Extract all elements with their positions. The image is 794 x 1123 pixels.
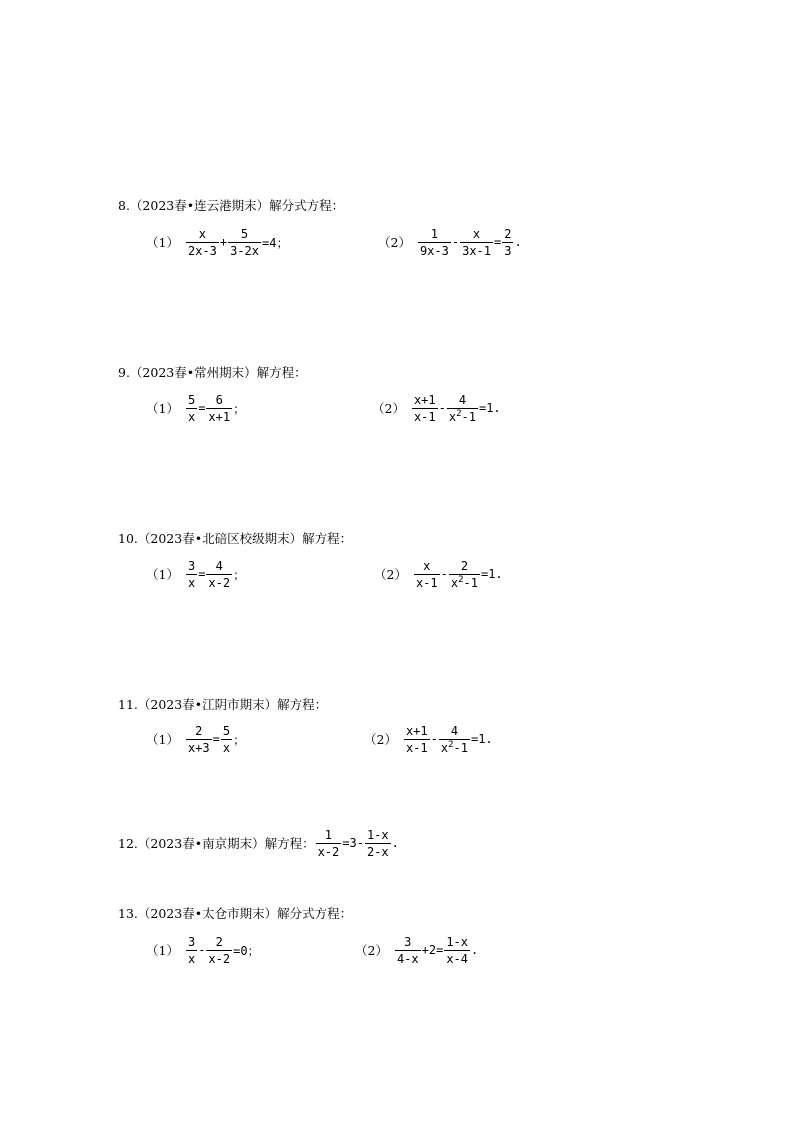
fraction — [206, 393, 232, 424]
denominator-base: x — [448, 409, 457, 424]
problem-8-title: 8.（2023春•连云港期末）解分式方程： — [118, 198, 345, 213]
problem-13-title: 13.（2023春•太仓市期末）解分式方程： — [118, 906, 353, 921]
denominator: x — [187, 409, 196, 424]
equation-tail: =1. — [480, 567, 503, 581]
fraction — [206, 935, 232, 966]
numerator: 5 — [240, 226, 249, 241]
problem-9-title: 9.（2023春•常州期末）解方程： — [118, 365, 307, 380]
fraction — [449, 559, 480, 590]
operator: = — [494, 235, 502, 249]
numerator: 6 — [215, 392, 223, 407]
numerator: x+1 — [405, 723, 428, 738]
numerator: 2 — [195, 723, 203, 738]
problem-13-part-2 — [355, 930, 478, 970]
problem-9-part-1 — [146, 388, 245, 428]
part-label: （2） — [372, 401, 405, 416]
part-label: （1） — [146, 401, 179, 416]
denominator: 4-x — [396, 951, 419, 966]
denominator-rest: -1 — [463, 575, 478, 590]
problem-10-title: 10.（2023春•北碚区校级期末）解方程： — [118, 531, 353, 546]
problem-12-title: 12.（2023春•南京期末）解方程： — [118, 836, 315, 851]
numerator: 4 — [450, 723, 459, 738]
equation-tail: . — [471, 943, 479, 957]
equation-tail: =1. — [470, 732, 493, 746]
problem-11-part-2 — [364, 719, 493, 759]
denominator: x-2 — [317, 844, 340, 859]
fraction — [365, 828, 391, 859]
part-label: （2） — [378, 235, 411, 250]
fraction — [186, 393, 197, 424]
fraction — [414, 559, 440, 590]
problem-13-part-1 — [146, 930, 260, 970]
exponent: 2 — [458, 574, 464, 585]
fraction — [418, 227, 451, 258]
fraction — [221, 724, 232, 755]
numerator: 3 — [187, 934, 196, 949]
part-label: （1） — [146, 235, 179, 250]
denominator: x — [222, 740, 231, 755]
fraction — [395, 935, 421, 966]
numerator: x+1 — [413, 392, 436, 407]
denominator-base: x — [440, 740, 449, 755]
part-label: （2） — [374, 567, 407, 582]
denominator: x-1 — [413, 409, 436, 424]
equation-tail: =0； — [233, 943, 260, 958]
denominator: 2x-3 — [187, 243, 217, 258]
fraction — [316, 828, 342, 859]
operator: - — [451, 235, 460, 249]
numerator: 2 — [460, 558, 469, 573]
operator: = — [198, 401, 206, 415]
denominator — [439, 739, 470, 755]
denominator-base: x — [450, 575, 459, 590]
denominator: x-2 — [208, 575, 231, 590]
denominator — [447, 408, 478, 424]
numerator: 2 — [215, 934, 223, 949]
problem-11-part-1 — [146, 719, 245, 759]
operator: - — [438, 401, 446, 415]
problem-8-part-1 — [146, 222, 288, 262]
numerator: 4 — [458, 392, 467, 407]
denominator: x-1 — [405, 740, 428, 755]
denominator: 3x-1 — [462, 243, 491, 258]
part-label: （1） — [146, 943, 179, 958]
fraction — [186, 724, 212, 755]
numerator: 2 — [504, 226, 512, 241]
denominator: x — [187, 951, 196, 966]
denominator-rest: -1 — [461, 409, 476, 424]
fraction — [447, 393, 478, 424]
numerator: 4 — [215, 558, 223, 573]
fraction — [412, 393, 438, 424]
denominator: 3 — [504, 243, 512, 258]
part-label: （1） — [146, 732, 179, 747]
problem-11-title: 11.（2023春•江阴市期末）解方程： — [118, 697, 328, 712]
equation-tail: ； — [233, 732, 246, 747]
denominator: x+1 — [208, 409, 231, 424]
denominator: x+3 — [187, 740, 210, 755]
equation-tail: . — [391, 836, 399, 850]
fraction — [404, 724, 430, 755]
fraction — [439, 724, 470, 755]
operator: = — [212, 732, 220, 746]
operator: =3- — [342, 836, 364, 850]
equation-tail: ； — [233, 401, 246, 416]
problem-9-part-2 — [372, 388, 501, 428]
problem-10-part-1 — [146, 554, 245, 594]
denominator: 3-2x — [230, 243, 259, 258]
fraction — [444, 935, 470, 966]
part-label: （1） — [146, 567, 179, 582]
fraction — [206, 559, 232, 590]
fraction — [186, 935, 197, 966]
numerator: 1-x — [446, 934, 469, 949]
equation-tail: ； — [233, 567, 246, 582]
numerator: 3 — [187, 558, 196, 573]
numerator: 1-x — [366, 827, 389, 842]
numerator: 3 — [404, 934, 412, 949]
numerator: x — [472, 226, 481, 241]
operator: - — [440, 567, 448, 581]
equation-tail: . — [514, 235, 522, 249]
denominator: 9x-3 — [419, 243, 449, 258]
numerator: 5 — [222, 723, 231, 738]
operator: - — [430, 732, 438, 746]
fraction — [460, 227, 493, 258]
fraction — [186, 227, 219, 258]
fraction — [228, 227, 261, 258]
operator: = — [198, 567, 206, 581]
problem-8-part-2 — [378, 222, 522, 262]
exponent: 2 — [456, 408, 462, 419]
denominator: x-2 — [208, 951, 231, 966]
equation-tail: =1. — [478, 401, 501, 415]
operator: + — [219, 235, 228, 249]
fraction — [502, 227, 513, 258]
equation-tail: =4； — [262, 235, 289, 250]
denominator: x-1 — [415, 575, 438, 590]
operator: +2= — [421, 943, 444, 957]
denominator: x-4 — [446, 951, 469, 966]
numerator: x — [198, 226, 207, 241]
numerator: 1 — [430, 226, 439, 241]
fraction — [186, 559, 197, 590]
part-label: （2） — [355, 943, 388, 958]
denominator: x — [187, 575, 196, 590]
exponent: 2 — [448, 739, 454, 750]
problem-10-part-2 — [374, 554, 503, 594]
denominator-rest: -1 — [453, 740, 468, 755]
denominator — [449, 574, 480, 590]
numerator: 1 — [324, 827, 333, 842]
denominator: 2-x — [366, 844, 389, 859]
operator: - — [198, 943, 206, 957]
part-label: （2） — [364, 732, 397, 747]
numerator: 5 — [187, 392, 196, 407]
problem-12 — [118, 823, 399, 863]
numerator: x — [423, 558, 431, 573]
